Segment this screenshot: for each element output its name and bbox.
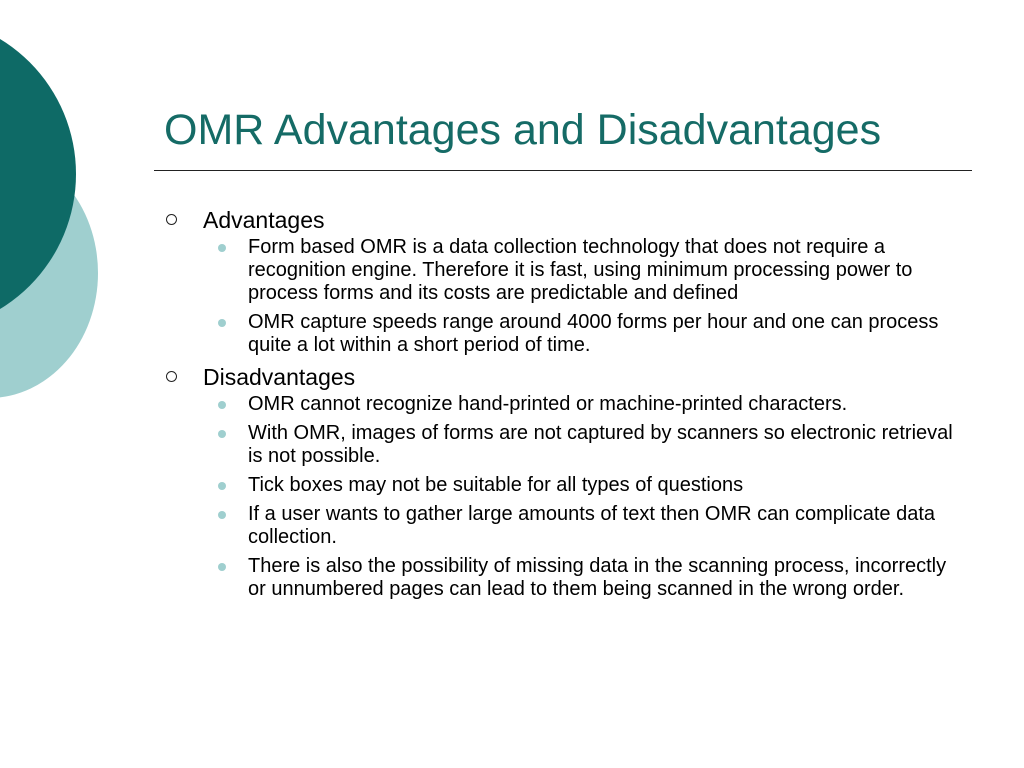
list-item-text: OMR cannot recognize hand-printed or machine-printed characters. [248,393,848,415]
list-item [203,311,964,357]
advantages-list [203,236,964,357]
list-item [203,474,964,497]
list-item [203,503,964,549]
dot-bullet-icon [218,430,226,438]
slide-title: OMR Advantages and Disadvantages [164,106,882,154]
list-item [203,236,964,305]
slide-content [164,206,964,607]
dot-bullet-icon [218,244,226,252]
list-item-text: With OMR, images of forms are not captured by scanners so electronic retrieval is not possible. [248,422,953,467]
list-item-text: OMR capture speeds range around 4000 forms per hour and one can process quite a lot within a short period of time. [248,311,939,356]
section-list [164,206,964,601]
dot-bullet-icon [218,319,226,327]
section-advantages [164,206,964,357]
list-item [203,555,964,601]
section-heading: Advantages [203,207,325,233]
section-heading: Disadvantages [203,364,356,390]
dot-bullet-icon [218,482,226,490]
hollow-circle-bullet-icon [166,214,177,225]
list-item-text: If a user wants to gather large amounts of text then OMR can complicate data collection. [248,503,936,548]
disadvantages-list [203,393,964,601]
dot-bullet-icon [218,401,226,409]
list-item-text: There is also the possibility of missing data in the scanning process, incorrectly or unnumbered pages can lead to them being scanned in the wrong order. [248,555,947,600]
dot-bullet-icon [218,511,226,519]
section-disadvantages [164,363,964,601]
list-item-text: Tick boxes may not be suitable for all types of questions [248,474,744,496]
hollow-circle-bullet-icon [166,371,177,382]
dot-bullet-icon [218,563,226,571]
list-item [203,393,964,416]
list-item [203,422,964,468]
title-divider [154,170,972,171]
list-item-text: Form based OMR is a data collection technology that does not require a recognition engine. Therefore it is fast, using minimum processing power to process forms and its costs are predictable and defined [248,236,913,304]
